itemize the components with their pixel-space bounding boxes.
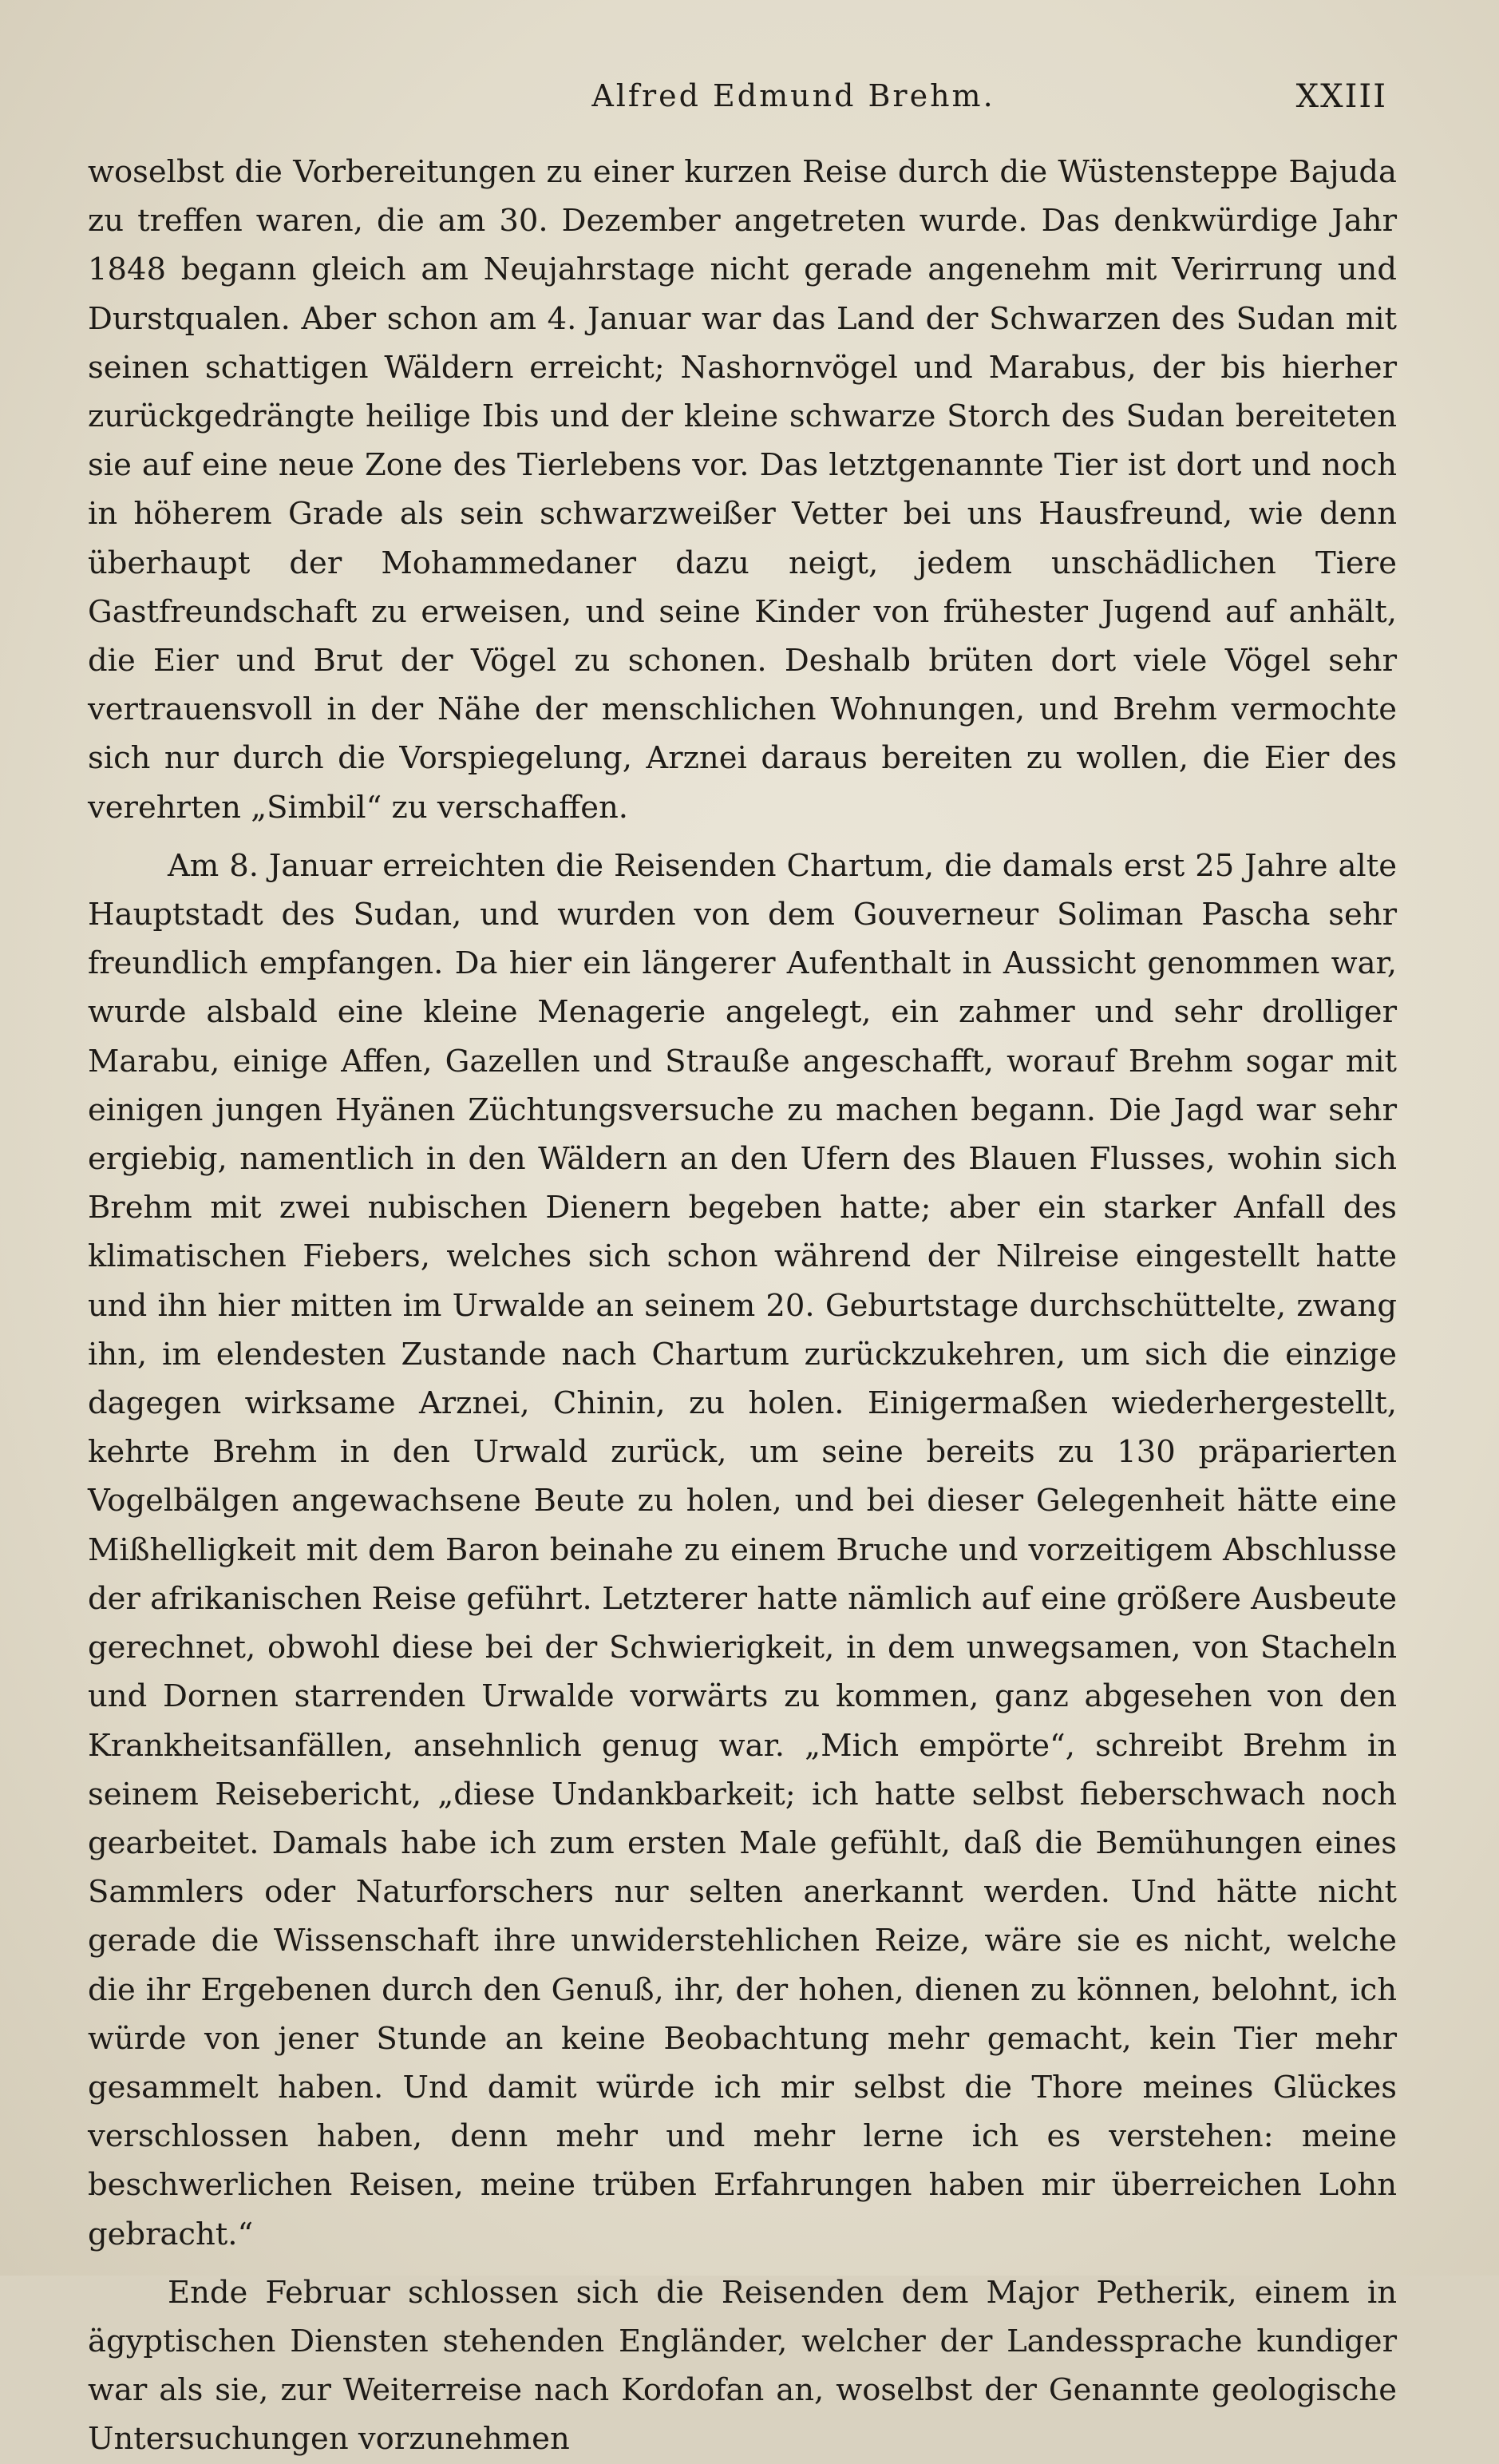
body-text [88, 148, 1397, 2464]
running-title: Alfred Edmund Brehm. [591, 78, 995, 113]
running-head [168, 78, 1387, 126]
paragraph-continuation: woselbst die Vorbereitungen zu einer kurzen Reise durch die Wüstensteppe Bajuda zu treffen waren, die am 30. Dezember angetreten wurde. Das denkwürdige Jahr 1848 begann gleich am Neujahrstage nicht gerade angenehm mit Verirrung und Durstqualen. Aber schon am 4. Januar war das Land der Schwarzen des Sudan mit seinen schattigen Wäldern erreicht; Nashornvögel und Marabus, der bis hierher zurückgedrängte heilige Ibis und der kleine schwarze Storch des Sudan bereiteten sie auf eine neue Zone des Tierlebens vor. Das letztgenannte Tier ist dort und noch in höherem Grade als sein schwarzweißer Vetter bei uns Hausfreund, wie denn überhaupt der Mohammedaner dazu neigt, jedem unschädlichen Tiere Gastfreundschaft zu erweisen, und seine Kinder von frühester Jugend auf anhält, die Eier und Brut der Vögel zu schonen. Deshalb brüten dort viele Vögel sehr vertrauensvoll in der Nähe der menschlichen Wohnungen, und Brehm vermochte sich nur durch die Vorspiegelung, Arznei daraus bereiten zu wollen, die Eier des verehrten „Simbil“ zu verschaffen. [88, 154, 1397, 826]
page-number: XXIII [1295, 78, 1387, 115]
paragraph-kordofan: Ende Februar schlossen sich die Reisenden dem Major Petherik, einem in ägyptischen Diensten stehenden Engländer, welcher der Landessprache kundiger war als sie, zur Weiterreise nach Kordofan an, woselbst der Genannte geologische Untersuchungen vorzunehmen [88, 2274, 1397, 2458]
paragraph-chartum: Am 8. Januar erreichten die Reisenden Chartum, die damals erst 25 Jahre alte Hauptstadt des Sudan, und wurden von dem Gouverneur Soliman Pascha sehr freundlich empfangen. Da hier ein längerer Aufenthalt in Aussicht genommen war, wurde alsbald eine kleine Menagerie angelegt, ein zahmer und sehr drolliger Marabu, einige Affen, Gazellen und Strauße angeschafft, worauf Brehm sogar mit einigen jungen Hyänen Züchtungsversuche zu machen begann. Die Jagd war sehr ergiebig, namentlich in den Wäldern an den Ufern des Blauen Flusses, wohin sich Brehm mit zwei nubischen Dienern begeben hatte; aber ein starker Anfall des klimatischen Fiebers, welches sich schon während der Nilreise eingestellt hatte und ihn hier mitten im Urwalde an seinem 20. Geburtstage durchschüttelte, zwang ihn, im elendesten Zustande nach Chartum zurückzukehren, um sich die einzige dagegen wirksame Arznei, Chinin, zu holen. Einigermaßen wiederhergestellt, kehrte Brehm in den Urwald zurück, um seine bereits zu 130 präparierten Vogelbälgen angewachsene Beute zu holen, und bei dieser Gelegenheit hätte eine Mißhelligkeit mit dem Baron beinahe zu einem Bruche und vorzeitigem Abschlusse der afrikanischen Reise geführt. Letzterer hatte nämlich auf eine größere Ausbeute gerechnet, obwohl diese bei der Schwierigkeit, in dem unwegsamen, von Stacheln und Dornen starrenden Urwalde vorwärts zu kommen, ganz abgesehen von den Krankheitsanfällen, ansehnlich genug war. „Mich empörte“, schreibt Brehm in seinem Reisebericht, „diese Undankbarkeit; ich hatte selbst fieberschwach noch gearbeitet. Damals habe ich zum ersten Male gefühlt, daß die Bemühungen eines Sammlers oder Naturforschers nur selten anerkannt werden. Und hätte nicht gerade die Wissenschaft ihre unwiderstehlichen Reize, wäre sie es nicht, welche die ihr Ergebenen durch den Genuß, ihr, der hohen, dienen zu können, belohnt, ich würde von jener Stunde an keine Beobachtung mehr gemacht, kein Tier mehr gesammelt haben. Und damit würde ich mir selbst die Thore meines Glückes verschlossen haben, denn mehr und mehr lerne ich es verstehen: meine beschwerlichen Reisen, meine trüben Erfahrungen haben mir überreichen Lohn gebracht.“ [88, 847, 1397, 2252]
